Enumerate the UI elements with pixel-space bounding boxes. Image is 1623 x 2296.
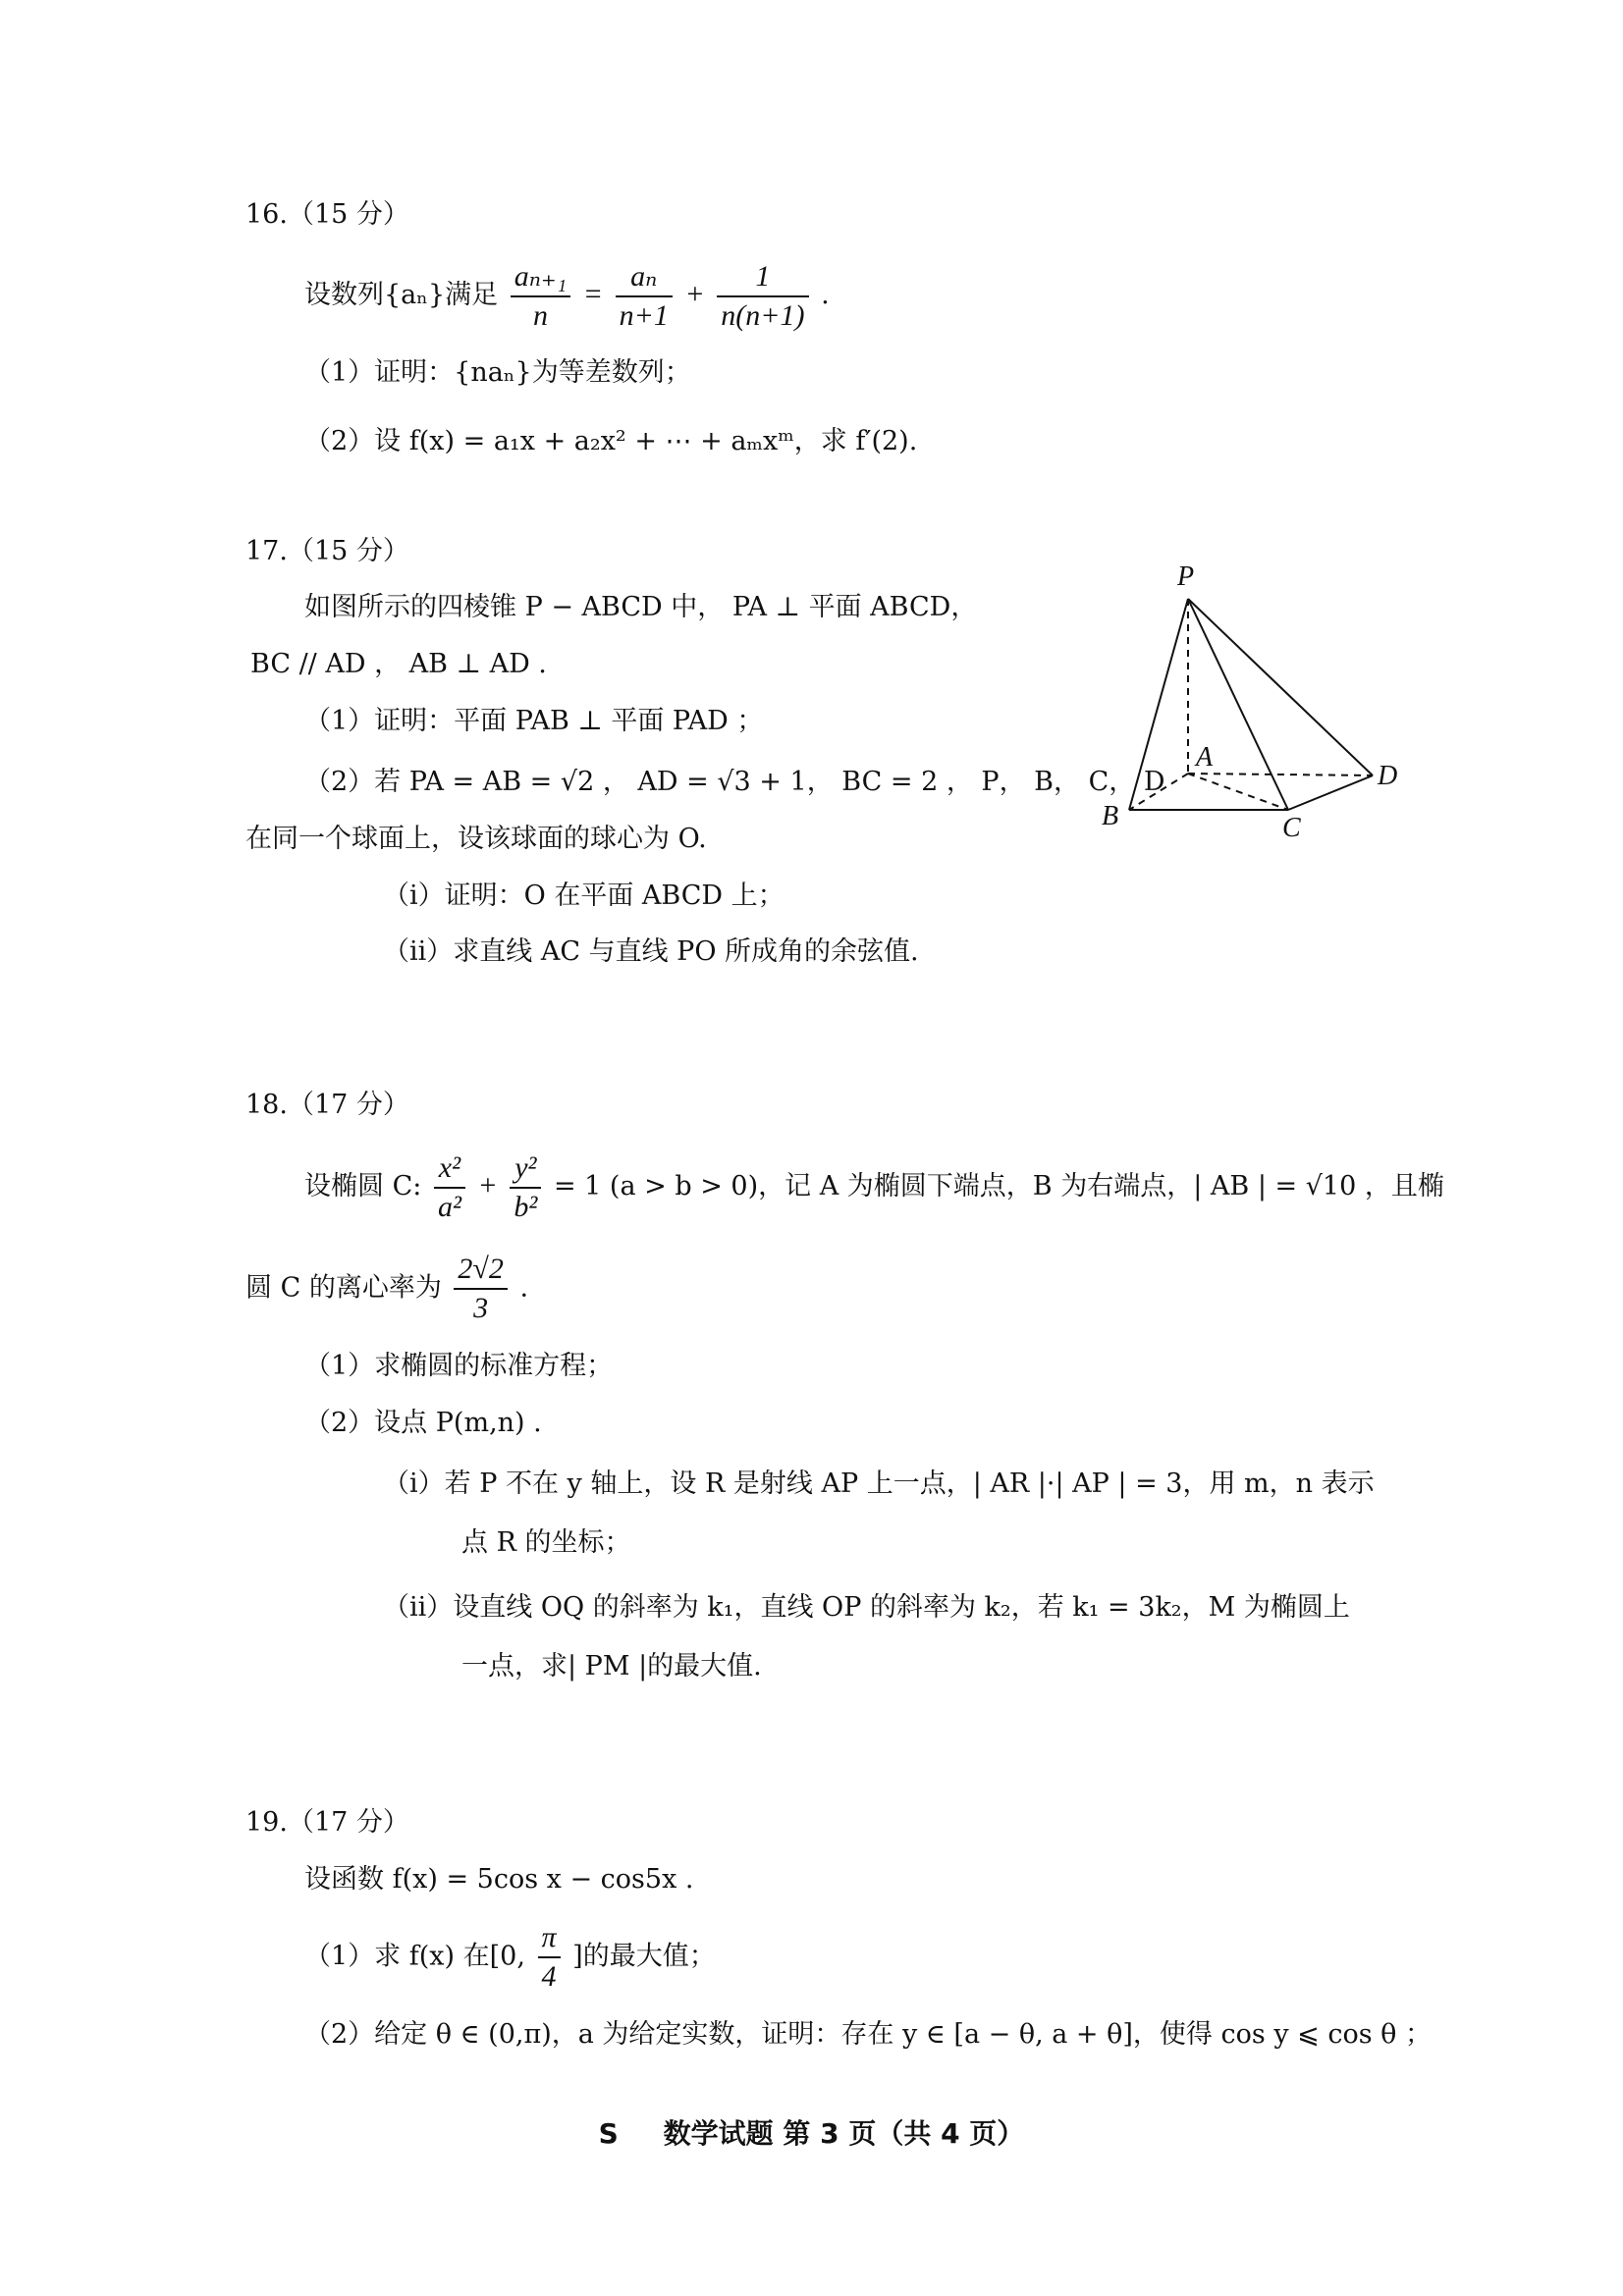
q17-header: 17.（15 分） [245, 536, 409, 566]
q19-frac-num: π [538, 1919, 561, 1958]
q18-frac-y-den: b² [514, 1190, 538, 1223]
q17-stem-line-2: BC // AD ， AB ⊥ AD . [250, 649, 547, 679]
q16-part-2: （2）设 f(x) = a₁x + a₂x² + ⋯ + aₘxᵐ，求 f′(2). [304, 426, 918, 456]
q18-frac-x [434, 1149, 465, 1226]
q17-part-2-i: （ⅰ）证明：O 在平面 ABCD 上； [383, 881, 784, 911]
q18-frac-y-num: y² [510, 1149, 541, 1189]
q17-part-2-ii: （ⅱ）求直线 AC 与直线 PO 所成角的余弦值. [383, 936, 919, 967]
q18-part-2-i-line-1: （ⅰ）若 P 不在 y 轴上，设 R 是射线 AP 上一点，| AR |·| AP | = 3，用 m，n 表示 [383, 1468, 1375, 1499]
edge-cd [1288, 775, 1373, 810]
q16-fraction-right-1 [616, 258, 673, 335]
q18-stem-line-2 [245, 1251, 528, 1327]
q18-header: 18.（17 分） [245, 1090, 409, 1120]
q16-fraction-left [511, 258, 570, 335]
label-a: A [1196, 742, 1214, 773]
q16-plus: + [684, 278, 705, 310]
q19-header: 19.（17 分） [245, 1807, 409, 1838]
q17-part-1: （1）证明：平面 PAB ⊥ 平面 PAD ； [304, 706, 764, 736]
q19-frac-den: 4 [541, 1960, 557, 1993]
q18-stem-suffix: = 1 (a > b > 0)，记 A 为椭圆下端点，B 为右端点，| AB | = √10 ，且椭 [553, 1171, 1444, 1201]
q17-part-2-line-1: （2）若 PA = AB = √2 ， AD = √3 + 1， BC = 2 ， P， B， C， D [304, 767, 1165, 797]
pyramid-figure [1080, 560, 1434, 844]
page-footer [0, 2112, 1623, 2152]
q18-stem2-end: . [519, 1272, 529, 1304]
q16-equals: = [582, 278, 604, 310]
q16-period: . [821, 280, 830, 310]
q18-frac-y [510, 1149, 541, 1226]
label-p: P [1177, 561, 1195, 592]
q18-frac-x-num: x² [434, 1149, 465, 1189]
q16-frac-left-num: aₙ₊₁ [511, 258, 570, 297]
q18-frac-e-num: 2√2 [454, 1251, 507, 1290]
q19-part-1 [304, 1919, 716, 1996]
q18-part-2: （2）设点 P(m,n) . [304, 1408, 542, 1438]
label-c: C [1282, 813, 1301, 843]
q18-part-2-i-line-2: 点 R 的坐标； [461, 1527, 631, 1558]
label-d: D [1378, 761, 1398, 791]
q16-stem [304, 257, 830, 335]
q17-part-2-line-2: 在同一个球面上，设该球面的球心为 O. [245, 824, 707, 854]
label-b: B [1102, 801, 1119, 831]
footer-page-info: 数学试题 第 3 页（共 4 页） [663, 2117, 1025, 2150]
q16-header: 16.（15 分） [245, 199, 409, 230]
q16-frac-r1-den: n+1 [619, 298, 669, 332]
q18-stem-line-1 [304, 1148, 1444, 1226]
edge-ad-hidden [1188, 774, 1373, 775]
q18-stem2-prefix: 圆 C 的离心率为 [245, 1272, 442, 1304]
edge-pd [1188, 599, 1373, 775]
q19-part-1-prefix: （1）求 f(x) 在[0, [304, 1941, 525, 1972]
q16-frac-left-den: n [532, 298, 548, 332]
edge-pb [1129, 599, 1188, 810]
q18-part-2-ii-line-1: （ⅱ）设直线 OQ 的斜率为 k₁，直线 OP 的斜率为 k₂，若 k₁ = 3k₂，M 为椭圆上 [383, 1592, 1350, 1623]
q16-stem-prefix: 设数列{aₙ}满足 [304, 280, 499, 310]
q19-frac-pi-over-4 [538, 1919, 561, 1996]
q18-part-1: （1）求椭圆的标准方程； [304, 1351, 614, 1381]
q16-frac-r2-den: n(n+1) [721, 298, 805, 332]
q16-frac-r1-num: aₙ [616, 258, 673, 297]
q19-stem: 设函数 f(x) = 5cos x − cos5x . [304, 1864, 694, 1895]
q16-part-1: （1）证明：{naₙ}为等差数列； [304, 357, 691, 388]
q16-fraction-right-2 [717, 258, 808, 335]
q18-stem-prefix: 设椭圆 C: [304, 1171, 422, 1201]
q16-frac-r2-num: 1 [717, 258, 808, 297]
q19-part-2: （2）给定 θ ∈ (0,π)，a 为给定实数，证明：存在 y ∈ [a − θ, a + θ]，使得 cos y ⩽ cos θ ； [304, 2019, 1433, 2050]
q17-stem-line-1: 如图所示的四棱锥 P − ABCD 中， PA ⊥ 平面 ABCD， [304, 592, 978, 622]
q19-part-1-suffix: ]的最大值； [572, 1941, 716, 1972]
q18-frac-eccentricity [454, 1251, 507, 1327]
footer-letter: S [598, 2117, 619, 2150]
q18-part-2-ii-line-2: 一点，求| PM |的最大值. [461, 1651, 762, 1682]
q18-plus: + [477, 1169, 498, 1201]
q18-frac-e-den: 3 [473, 1292, 489, 1324]
q18-frac-x-den: a² [437, 1190, 461, 1223]
